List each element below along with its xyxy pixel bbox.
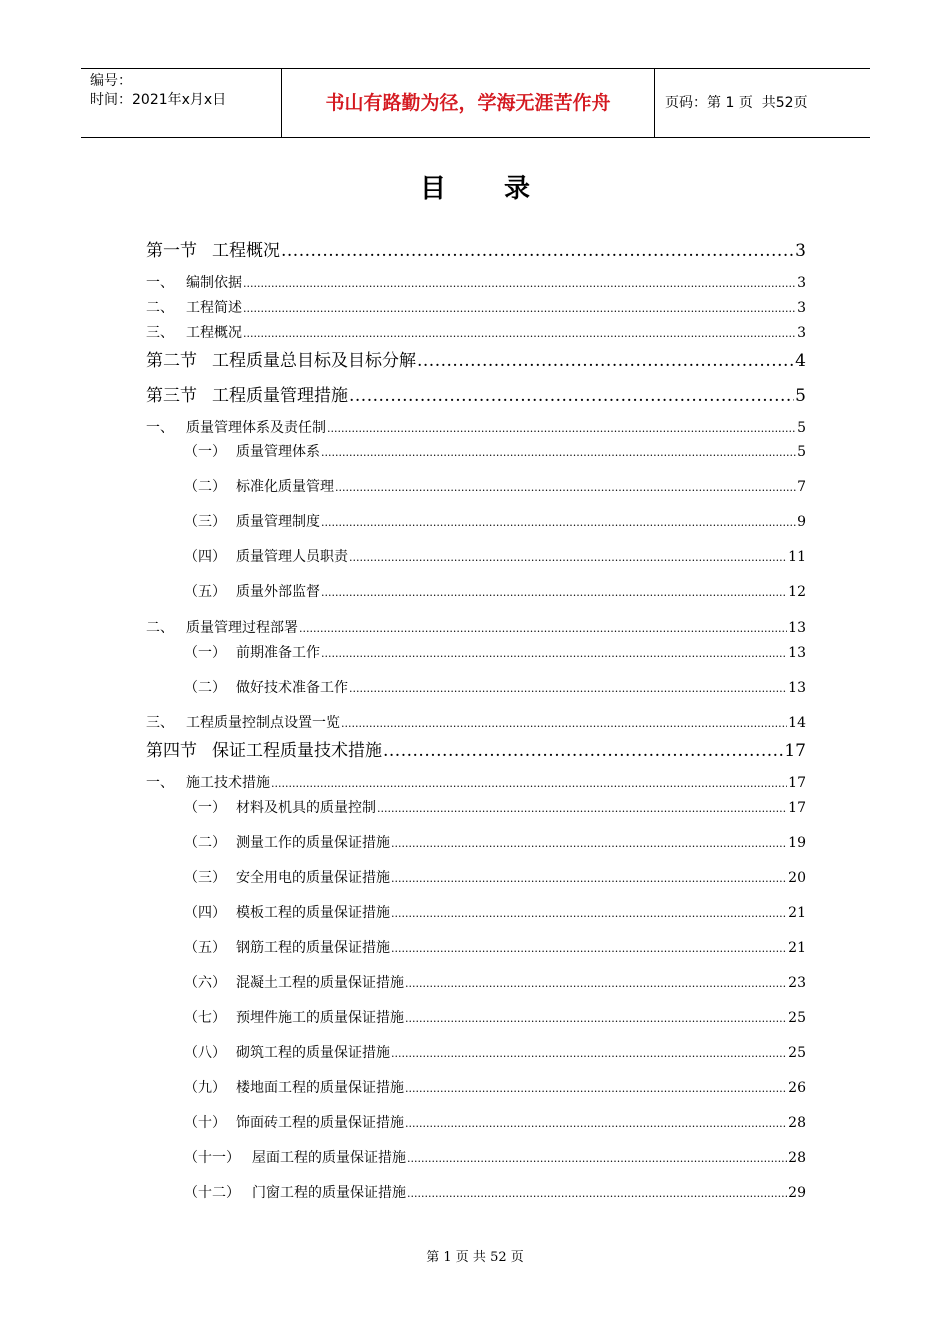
footer-total: 52 [490,1250,507,1265]
toc-entry[interactable] [184,1147,806,1167]
toc-entry-title: 保证工程质量技术措施 [212,741,382,761]
toc-entry-title: 预埋件施工的质量保证措施 [236,1010,404,1026]
toc-dot-leader [349,682,787,695]
toc-entry-title: 前期准备工作 [236,645,320,661]
toc-dot-leader [391,837,787,850]
toc-dot-leader [327,422,796,435]
footer-suffix: 页 [510,1250,524,1265]
page-footer [0,1246,950,1265]
toc-dot-leader [391,907,787,920]
toc-entry-number: 第四节 [146,741,197,761]
toc-entry[interactable] [146,272,806,292]
toc-entry-number: （一） [184,645,226,661]
toc-entry[interactable] [184,441,806,461]
toc-entry-title: 测量工作的质量保证措施 [236,835,390,851]
toc-entry-page: 3 [797,275,806,291]
toc-entry-page: 17 [788,800,806,816]
toc-entry-page: 13 [788,645,806,661]
toc-dot-leader [321,586,787,599]
toc-entry-number: （三） [184,514,226,530]
toc-entry[interactable] [184,511,806,531]
toc-entry-page: 5 [795,386,806,406]
page-number: 1 [725,95,735,111]
toc-entry-number: 第三节 [146,386,197,406]
toc-entry[interactable] [184,867,806,887]
total-suffix: 页 [793,95,808,111]
toc-entry-title: 楼地面工程的质量保证措施 [236,1080,404,1096]
page-prefix: 页码：第 [665,95,721,111]
toc-dot-leader [341,717,787,730]
toc-entry-title: 标准化质量管理 [236,479,334,495]
toc-entry-title: 施工技术措施 [186,775,270,791]
toc-entry-number: （二） [184,479,226,495]
toc-entry-title: 材料及机具的质量控制 [236,800,376,816]
toc-entry[interactable] [184,476,806,496]
header-meta-cell [81,69,282,137]
toc-entry-page: 28 [788,1115,806,1131]
footer-prefix: 第 [426,1250,440,1265]
toc-entry-title: 砌筑工程的质量保证措施 [236,1045,390,1061]
toc-entry-page: 7 [797,479,806,495]
toc-entry[interactable] [184,902,806,922]
toc-entry[interactable] [184,1077,806,1097]
toc-entry[interactable] [146,322,806,342]
toc-dot-leader [407,1187,787,1200]
footer-page: 1 [443,1250,452,1265]
toc-entry-number: 三、 [146,715,174,731]
toc-dot-leader [407,1152,787,1165]
toc-entry-page: 14 [788,715,806,731]
toc-entry-page: 12 [788,584,806,600]
toc-entry-page: 13 [788,620,806,636]
toc-entry-page: 20 [788,870,806,886]
toc-dot-leader [405,1012,787,1025]
header-motto: 书山有路勤为径，学海无涯苦作舟 [282,69,655,137]
toc-entry-number: 二、 [146,300,174,316]
toc-entry-number: （四） [184,905,226,921]
toc-entry-number: （五） [184,584,226,600]
toc-entry-number: 一、 [146,420,174,436]
toc-dot-leader [321,647,787,660]
toc-entry-page: 21 [788,905,806,921]
toc-dot-leader [391,872,787,885]
toc-entry[interactable] [184,972,806,992]
toc-entry-number: （十） [184,1115,226,1131]
total-pages: 52 [775,95,794,111]
toc-dot-leader [405,1082,787,1095]
toc-entry-number: （二） [184,835,226,851]
toc-entry[interactable] [146,381,806,406]
toc-entry-number: 二、 [146,620,174,636]
toc-entry-page: 25 [788,1045,806,1061]
toc-entry[interactable] [146,712,806,732]
toc-entry-title: 模板工程的质量保证措施 [236,905,390,921]
number-label: 编号： [90,73,132,89]
toc-entry-page: 4 [795,351,806,371]
toc-dot-leader [383,741,783,761]
toc-entry-title: 工程概况 [212,241,280,261]
toc-dot-leader [391,942,787,955]
toc-entry[interactable] [146,772,806,792]
toc-entry-title: 工程质量总目标及目标分解 [212,351,416,371]
toc-entry-page: 17 [784,741,806,761]
toc-entry[interactable] [146,617,806,637]
page-title: 目录 [419,174,588,204]
toc-entry[interactable] [184,642,806,662]
toc-entry-title: 工程质量控制点设置一览 [186,715,340,731]
toc-entry-number: （六） [184,975,226,991]
toc-entry-number: 一、 [146,775,174,791]
toc-entry[interactable] [184,581,806,601]
toc-entry-title: 屋面工程的质量保证措施 [252,1150,406,1166]
toc-entry[interactable] [184,937,806,957]
toc-entry-number: （七） [184,1010,226,1026]
toc-dot-leader [405,977,787,990]
toc-dot-leader [243,327,796,340]
toc-dot-leader [299,622,787,635]
toc-entry-title: 工程质量管理措施 [212,386,348,406]
toc-entry-page: 25 [788,1010,806,1026]
toc-dot-leader [243,302,796,315]
toc-entry-number: 第二节 [146,351,197,371]
toc-dot-leader [417,351,794,371]
toc-entry-number: （一） [184,444,226,460]
header-page-info [655,69,870,137]
toc-entry-title: 工程简述 [186,300,242,316]
toc-entry-title: 安全用电的质量保证措施 [236,870,390,886]
toc-entry-page: 3 [797,325,806,341]
toc-entry-page: 5 [797,444,806,460]
toc-dot-leader [349,386,794,406]
toc-dot-leader [281,241,794,261]
toc-entry-page: 5 [797,420,806,436]
page-mid: 页 [738,95,753,111]
toc-entry-page: 19 [788,835,806,851]
toc-entry[interactable] [146,417,806,437]
toc-entry-title: 质量管理体系及责任制 [186,420,326,436]
toc-entry-number: （四） [184,549,226,565]
toc-entry[interactable] [184,797,806,817]
toc-entry-page: 13 [788,680,806,696]
toc-entry[interactable] [184,677,806,697]
toc-entry-page: 9 [797,514,806,530]
toc-entry-page: 21 [788,940,806,956]
toc-dot-leader [391,1047,787,1060]
toc-dot-leader [405,1117,787,1130]
toc-entry-page: 23 [788,975,806,991]
toc-entry-title: 混凝土工程的质量保证措施 [236,975,404,991]
toc-entry-page: 3 [795,241,806,261]
toc-dot-leader [321,516,796,529]
toc-entry-number: （三） [184,870,226,886]
toc-dot-leader [243,277,796,290]
toc-entry-number: （十二） [184,1185,240,1201]
toc-entry-page: 26 [788,1080,806,1096]
page-header [81,68,870,138]
toc-entry-number: 三、 [146,325,174,341]
toc-entry-title: 质量管理体系 [236,444,320,460]
toc-entry-title: 门窗工程的质量保证措施 [252,1185,406,1201]
time-label: 时间：2021年x月x日 [90,92,227,108]
toc-entry[interactable] [184,1042,806,1062]
toc-dot-leader [335,481,796,494]
toc-entry[interactable] [146,236,806,261]
toc-entry-page: 17 [788,775,806,791]
toc-entry-number: 一、 [146,275,174,291]
toc-entry-number: （一） [184,800,226,816]
toc-entry[interactable] [184,1007,806,1027]
toc-entry-number: （九） [184,1080,226,1096]
toc-entry-page: 28 [788,1150,806,1166]
toc-dot-leader [349,551,787,564]
footer-mid: 页 共 [455,1250,486,1265]
toc-entry-title: 质量管理过程部署 [186,620,298,636]
toc-entry-page: 29 [788,1185,806,1201]
toc-entry-title: 做好技术准备工作 [236,680,348,696]
toc-entry-page: 3 [797,300,806,316]
toc-entry-title: 质量外部监督 [236,584,320,600]
toc-entry[interactable] [184,1182,806,1202]
toc-entry[interactable] [146,346,806,371]
toc-entry[interactable] [184,546,806,566]
toc-entry[interactable] [184,832,806,852]
toc-entry-number: （八） [184,1045,226,1061]
toc-entry-title: 饰面砖工程的质量保证措施 [236,1115,404,1131]
total-prefix: 共 [761,95,776,111]
toc-dot-leader [271,777,787,790]
toc-dot-leader [321,446,796,459]
toc-entry-number: （五） [184,940,226,956]
toc-entry-number: （二） [184,680,226,696]
toc-entry[interactable] [146,736,806,761]
toc-entry-number: （十一） [184,1150,240,1166]
toc-entry-title: 质量管理制度 [236,514,320,530]
toc-entry-title: 钢筋工程的质量保证措施 [236,940,390,956]
toc-entry-title: 编制依据 [186,275,242,291]
toc-entry-page: 11 [788,549,806,565]
toc-entry-title: 工程概况 [186,325,242,341]
toc-entry-title: 质量管理人员职责 [236,549,348,565]
toc-entry-number: 第一节 [146,241,197,261]
toc-entry[interactable] [184,1112,806,1132]
toc-entry[interactable] [146,297,806,317]
toc-dot-leader [377,802,787,815]
